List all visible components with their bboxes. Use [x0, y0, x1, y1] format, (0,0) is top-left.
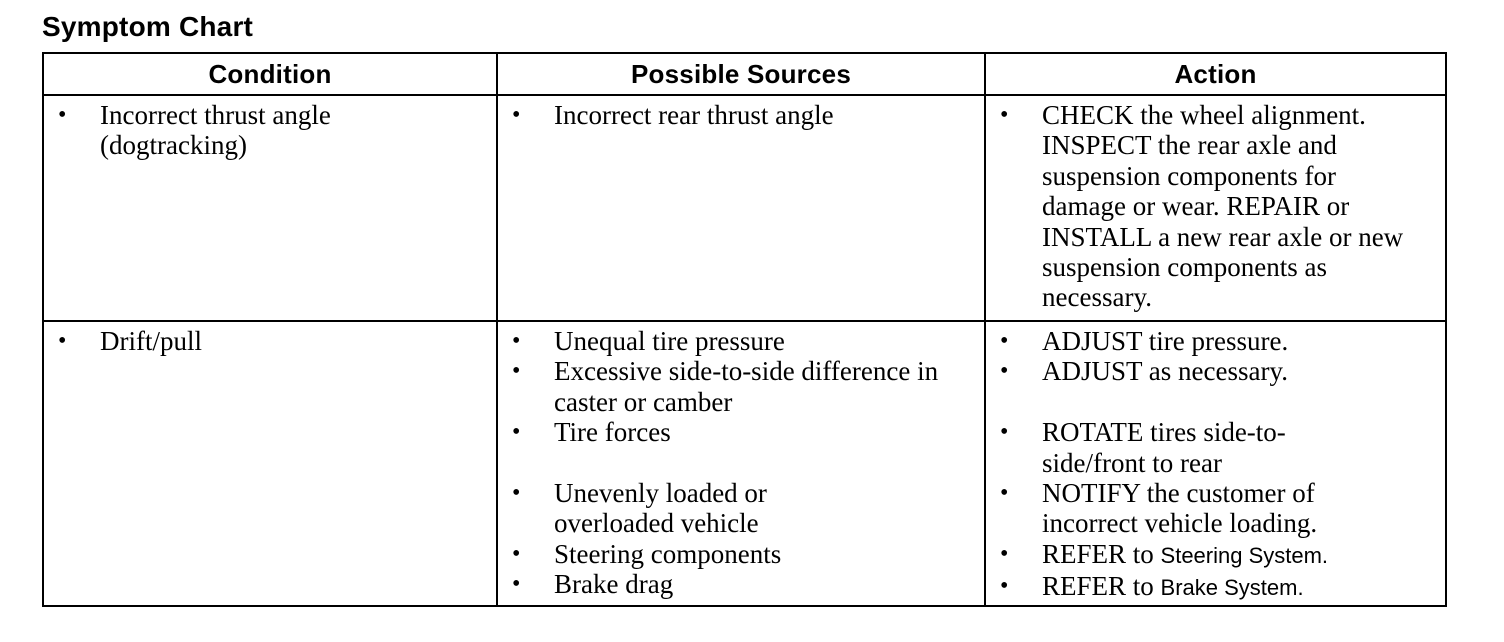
- steering-system-reference: Steering System.: [1160, 542, 1329, 568]
- action-item: • ADJUST tire pressure.: [986, 326, 1445, 356]
- source-item: • Steering components: [498, 539, 984, 569]
- action-item: • ROTATE tires side-to-side/front to rear: [986, 417, 1445, 478]
- condition-item: • Drift/pull: [44, 326, 496, 356]
- page-title: Symptom Chart: [42, 11, 254, 42]
- sources-cell: [497, 95, 985, 321]
- action-item-reference: [986, 571, 1445, 603]
- brake-system-reference: Brake System.: [1160, 575, 1304, 601]
- action-item-reference: [986, 539, 1445, 571]
- header-possible-sources: Possible Sources: [497, 53, 985, 95]
- source-item: • Brake drag: [498, 569, 984, 599]
- condition-cell: [43, 95, 497, 321]
- symptom-chart-table: [42, 52, 1447, 607]
- header-condition: Condition: [43, 53, 497, 95]
- condition-item: • Incorrect thrust angle (dogtracking): [44, 100, 496, 161]
- action-cell: [985, 95, 1446, 321]
- table-row: [43, 321, 1446, 606]
- action-prefix: REFER to: [1042, 538, 1161, 569]
- header-action: Action: [985, 53, 1446, 95]
- source-item: • Excessive side-to-side difference in caster or camber: [498, 356, 984, 417]
- table-row: [43, 95, 1446, 321]
- action-item: • ADJUST as necessary.: [986, 356, 1445, 386]
- source-item: • Unequal tire pressure: [498, 326, 984, 356]
- sources-cell: [497, 321, 985, 606]
- condition-cell: [43, 321, 497, 606]
- action-item: • CHECK the wheel alignment. INSPECT the rear axle and suspension components for damage or wear. REPAIR or INSTALL a new rear axle or new suspension components as necessary.: [986, 100, 1445, 313]
- action-item: • NOTIFY the customer of incorrect vehicle loading.: [986, 478, 1445, 539]
- action-cell: [985, 321, 1446, 606]
- source-item: • Tire forces: [498, 417, 984, 447]
- source-item: • Incorrect rear thrust angle: [498, 100, 984, 130]
- action-prefix: REFER to: [1042, 571, 1161, 602]
- source-item: • Unevenly loaded or overloaded vehicle: [498, 478, 984, 539]
- header-row: [43, 53, 1446, 95]
